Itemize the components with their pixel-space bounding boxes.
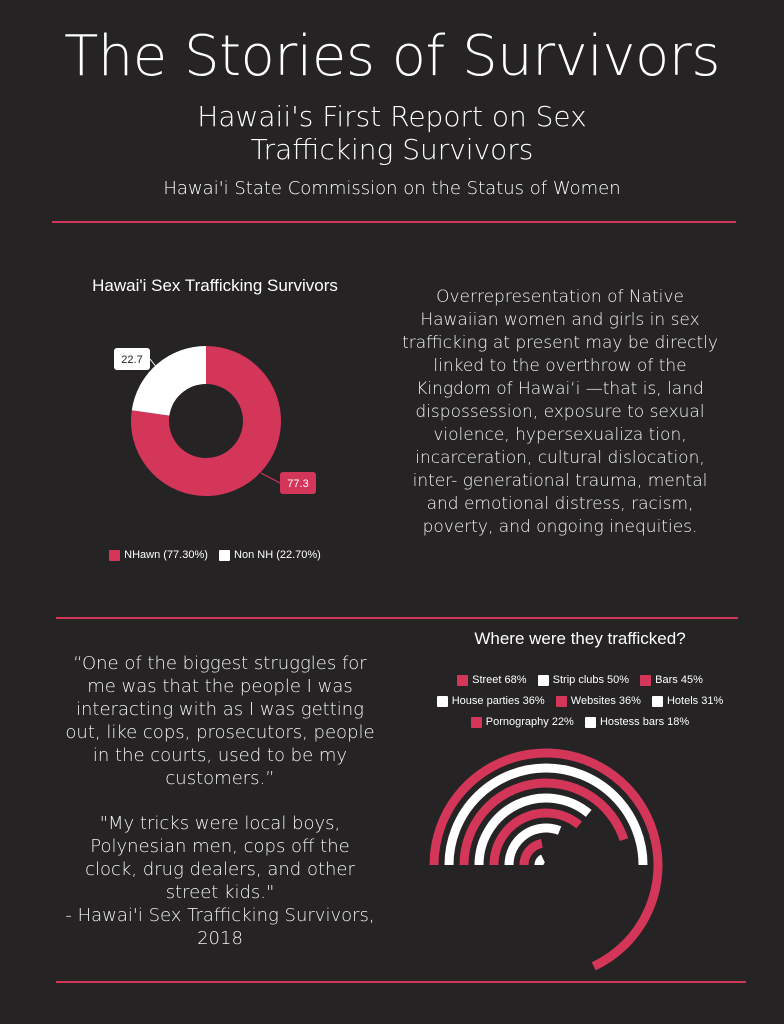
survivor-quote-2: "My tricks were local boys, Polynesian men, cops off the clock, drug dealers, and other street kids." — [85, 813, 355, 903]
legend-swatch-white — [219, 550, 230, 561]
page-subtitle: Hawaii's First Report on Sex Trafficking Survivors — [197, 100, 587, 166]
legend-swatch-white — [652, 696, 663, 707]
legend-swatch-red — [471, 717, 482, 728]
legend-item-strip-clubs — [538, 670, 629, 691]
legend-swatch-red — [109, 550, 120, 561]
radial-legend-row — [396, 670, 764, 691]
data-label: 22.7 — [121, 354, 143, 366]
legend-label: Websites 36% — [570, 695, 641, 707]
donut-legend — [40, 545, 390, 566]
header-divider — [52, 221, 736, 223]
legend-item-pornography — [471, 712, 574, 733]
legend-item-hostess-bars — [585, 712, 689, 733]
footer-divider — [56, 981, 746, 983]
legend-label: Bars 45% — [655, 674, 703, 686]
legend-label: NHawn (77.30%) — [124, 549, 208, 561]
legend-item-bars — [640, 670, 703, 691]
legend-label: Street 68% — [472, 674, 527, 686]
legend-item-street — [457, 670, 526, 691]
legend-swatch-white — [585, 717, 596, 728]
legend-item-non-nh — [219, 545, 321, 566]
legend-label: Hotels 31% — [666, 695, 724, 707]
legend-item-nhawn — [109, 545, 208, 566]
quote-attribution: - Hawai'i Sex Trafficking Survivors, 2018 — [65, 905, 375, 949]
legend-label: House parties 36% — [451, 695, 545, 707]
donut-slice — [151, 365, 206, 413]
legend-item-house-parties — [437, 691, 545, 712]
survivor-quote-1: “One of the biggest struggles for me was that the people I was interacting with as I was getting out, like cops, prosecutors, people in the courts, used to be my customers.” — [65, 653, 375, 789]
data-label: 77.3 — [287, 478, 309, 490]
radial-legend-row — [396, 712, 764, 733]
radial-legend-row — [396, 691, 764, 712]
legend-swatch-white — [538, 675, 549, 686]
legend-label: Pornography 22% — [485, 716, 574, 728]
page-title: The Stories of Survivors — [64, 24, 720, 89]
legend-label: Strip clubs 50% — [552, 674, 630, 686]
context-paragraph: Overrepresentation of Native Hawaiian women and girls in sex trafficking at present may be directly linked to the overthrow of the Kingdom of Hawaiʻi —that is, land dispossession, exposure to sexual violence, hypersexualiza tion, incarceration, cultural dislocation, inter- generational trauma, mental and emotional distress, racism, poverty, and ongoing inequities. — [402, 287, 718, 537]
radial-chart-title: Where were they trafficked? — [474, 629, 686, 648]
legend-item-hotels — [652, 691, 723, 712]
data-label-leader — [261, 473, 280, 483]
legend-swatch-red — [556, 696, 567, 707]
legend-label: Non NH (22.70%) — [234, 549, 321, 561]
legend-swatch-red — [457, 675, 468, 686]
organization-name: Hawai'i State Commission on the Status of Women — [163, 178, 621, 199]
radial-legend — [396, 670, 764, 733]
legend-swatch-white — [437, 696, 448, 707]
legend-item-websites — [556, 691, 641, 712]
radial-bar-hostess-bars — [539, 859, 543, 865]
legend-swatch-red — [640, 675, 651, 686]
donut-chart-title: Hawai'i Sex Trafficking Survivors — [92, 276, 338, 295]
radial-bar-chart — [420, 740, 690, 980]
middle-divider — [56, 617, 738, 619]
donut-chart — [90, 330, 350, 520]
legend-label: Hostess bars 18% — [599, 716, 690, 728]
